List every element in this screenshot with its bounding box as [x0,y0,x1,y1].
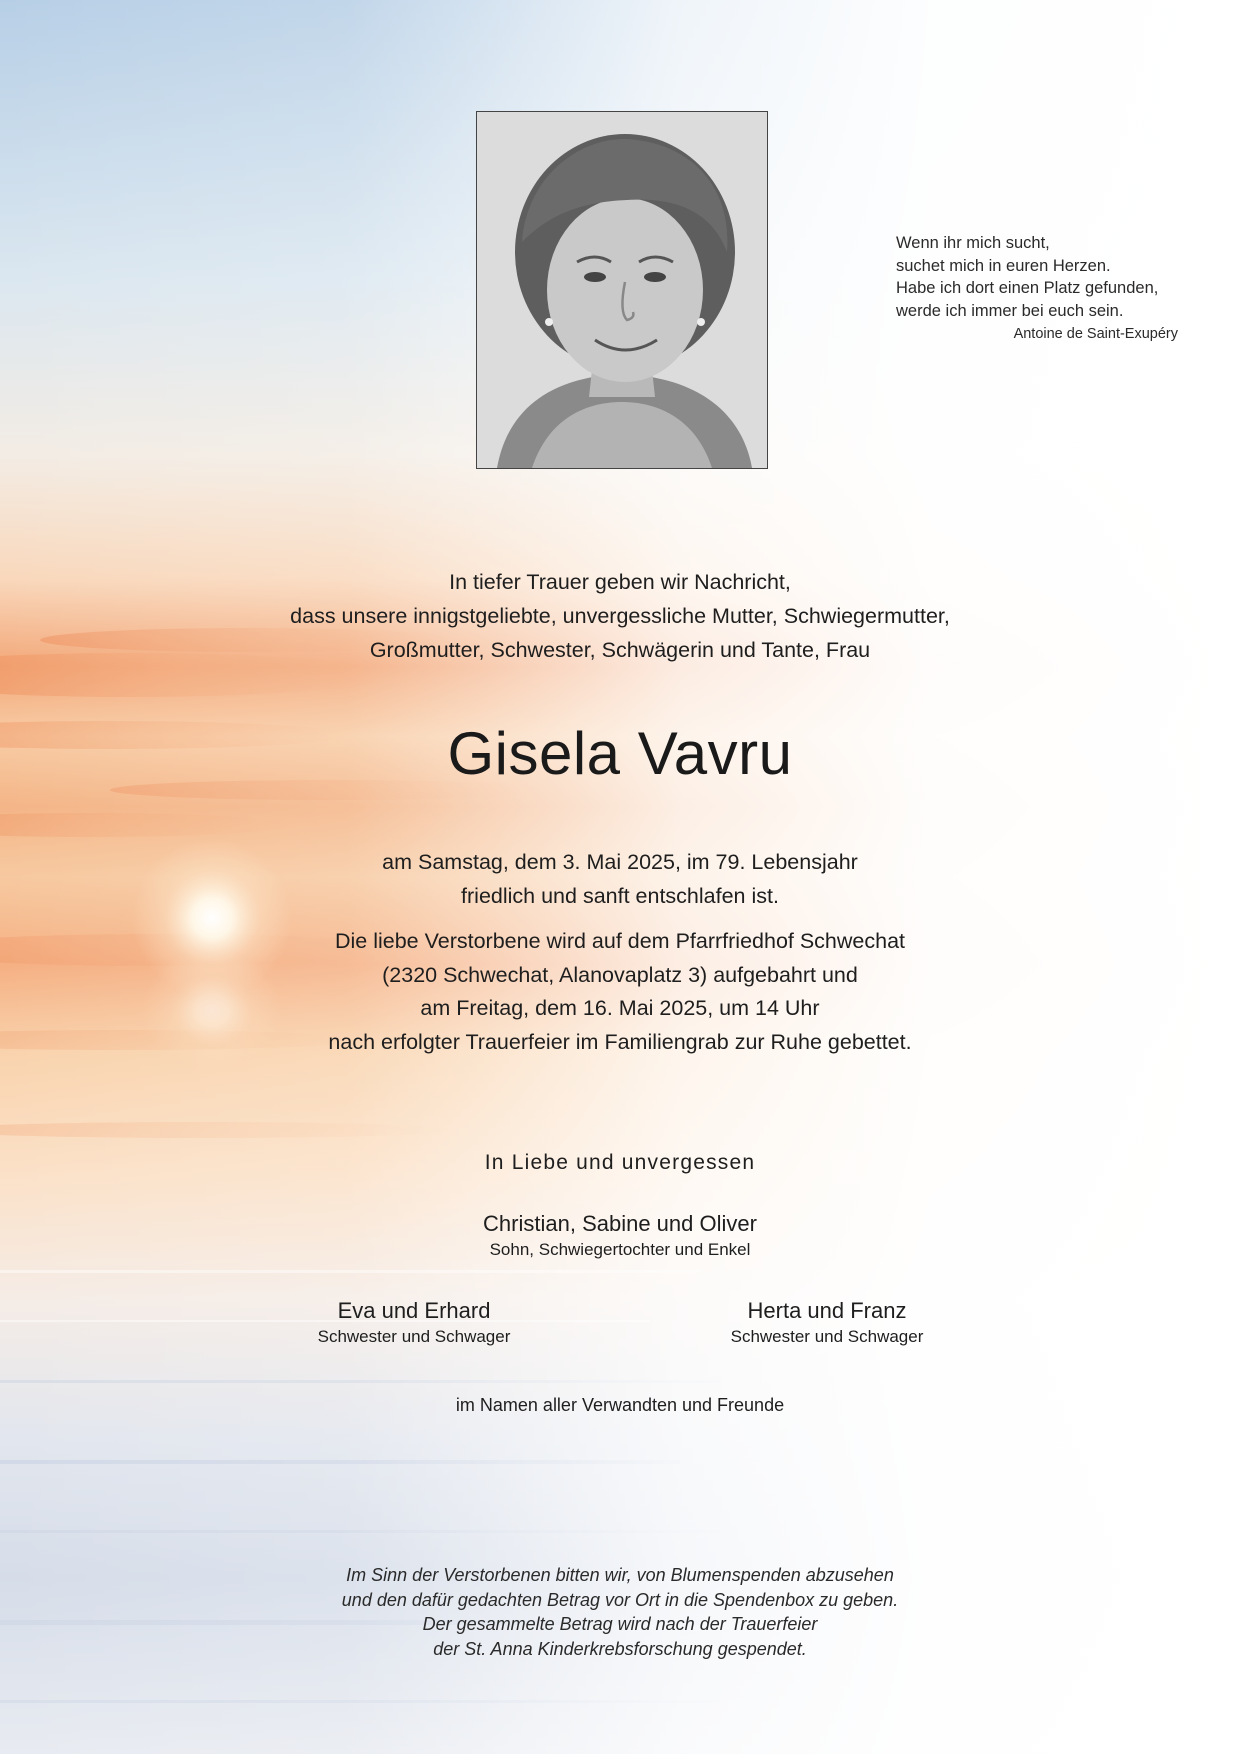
deceased-name: Gisela Vavru [447,720,793,787]
death-line: friedlich und sanft entschlafen ist. [461,884,779,908]
funeral-line: nach erfolgter Trauerfeier im Familiengrab zur Ruhe gebettet. [328,1029,912,1054]
relatives-line: im Namen aller Verwandten und Freunde [455,1395,785,1415]
mourner-right [647,1296,1007,1348]
quote-line: Wenn ihr mich sucht, [896,234,1050,252]
funeral-line: Die liebe Verstorbene wird auf dem Pfarrfriedhof Schwechat [334,929,906,953]
portrait-image [477,112,767,468]
mourner-name: Herta und Franz [747,1298,907,1323]
note-line: und den dafür gedachten Betrag vor Ort in die Spendenbox zu geben. [341,1589,899,1610]
mourner-relation: Schwester und Schwager [730,1327,924,1346]
quote-author: Antoine de Saint-Exupéry [1013,326,1178,342]
portrait-photo [476,111,768,469]
mourner-name: Eva und Erhard [337,1298,491,1323]
funeral-line: (2320 Schwechat, Alanovaplatz 3) aufgebahrt und [382,962,858,987]
note-line: Im Sinn der Verstorbenen bitten wir, von Blumenspenden abzusehen [346,1565,894,1585]
mourner-name: Christian, Sabine und Oliver [483,1211,757,1236]
intro-line: In tiefer Trauer geben wir Nachricht, [449,570,791,594]
announcement-intro [0,565,1240,667]
mourners-heading: In Liebe und unvergessen [484,1151,756,1174]
mourner-relation: Sohn, Schwiegertochter und Enkel [489,1240,751,1259]
mourner-left [234,1296,594,1348]
intro-line: Großmutter, Schwester, Schwägerin und Tante, Frau [369,638,871,662]
note-line: der St. Anna Kinderkrebsforschung gespendet. [433,1638,807,1659]
donation-note [0,1563,1240,1661]
funeral-line: am Freitag, dem 16. Mai 2025, um 14 Uhr [420,996,820,1020]
mourner-relation: Schwester und Schwager [317,1327,511,1346]
quote-line: werde ich immer bei euch sein. [896,301,1124,320]
death-details [0,845,1240,913]
death-line: am Samstag, dem 3. Mai 2025, im 79. Lebensjahr [382,850,858,874]
note-line: Der gesammelte Betrag wird nach der Trauerfeier [422,1614,818,1634]
mourner-main [0,1209,1240,1261]
intro-line: dass unsere innigstgeliebte, unvergessliche Mutter, Schwiegermutter, [290,604,950,628]
memorial-quote [896,232,1196,346]
funeral-details [0,925,1240,1059]
quote-line: suchet mich in euren Herzen. [896,256,1111,275]
quote-line: Habe ich dort einen Platz gefunden, [896,279,1159,297]
